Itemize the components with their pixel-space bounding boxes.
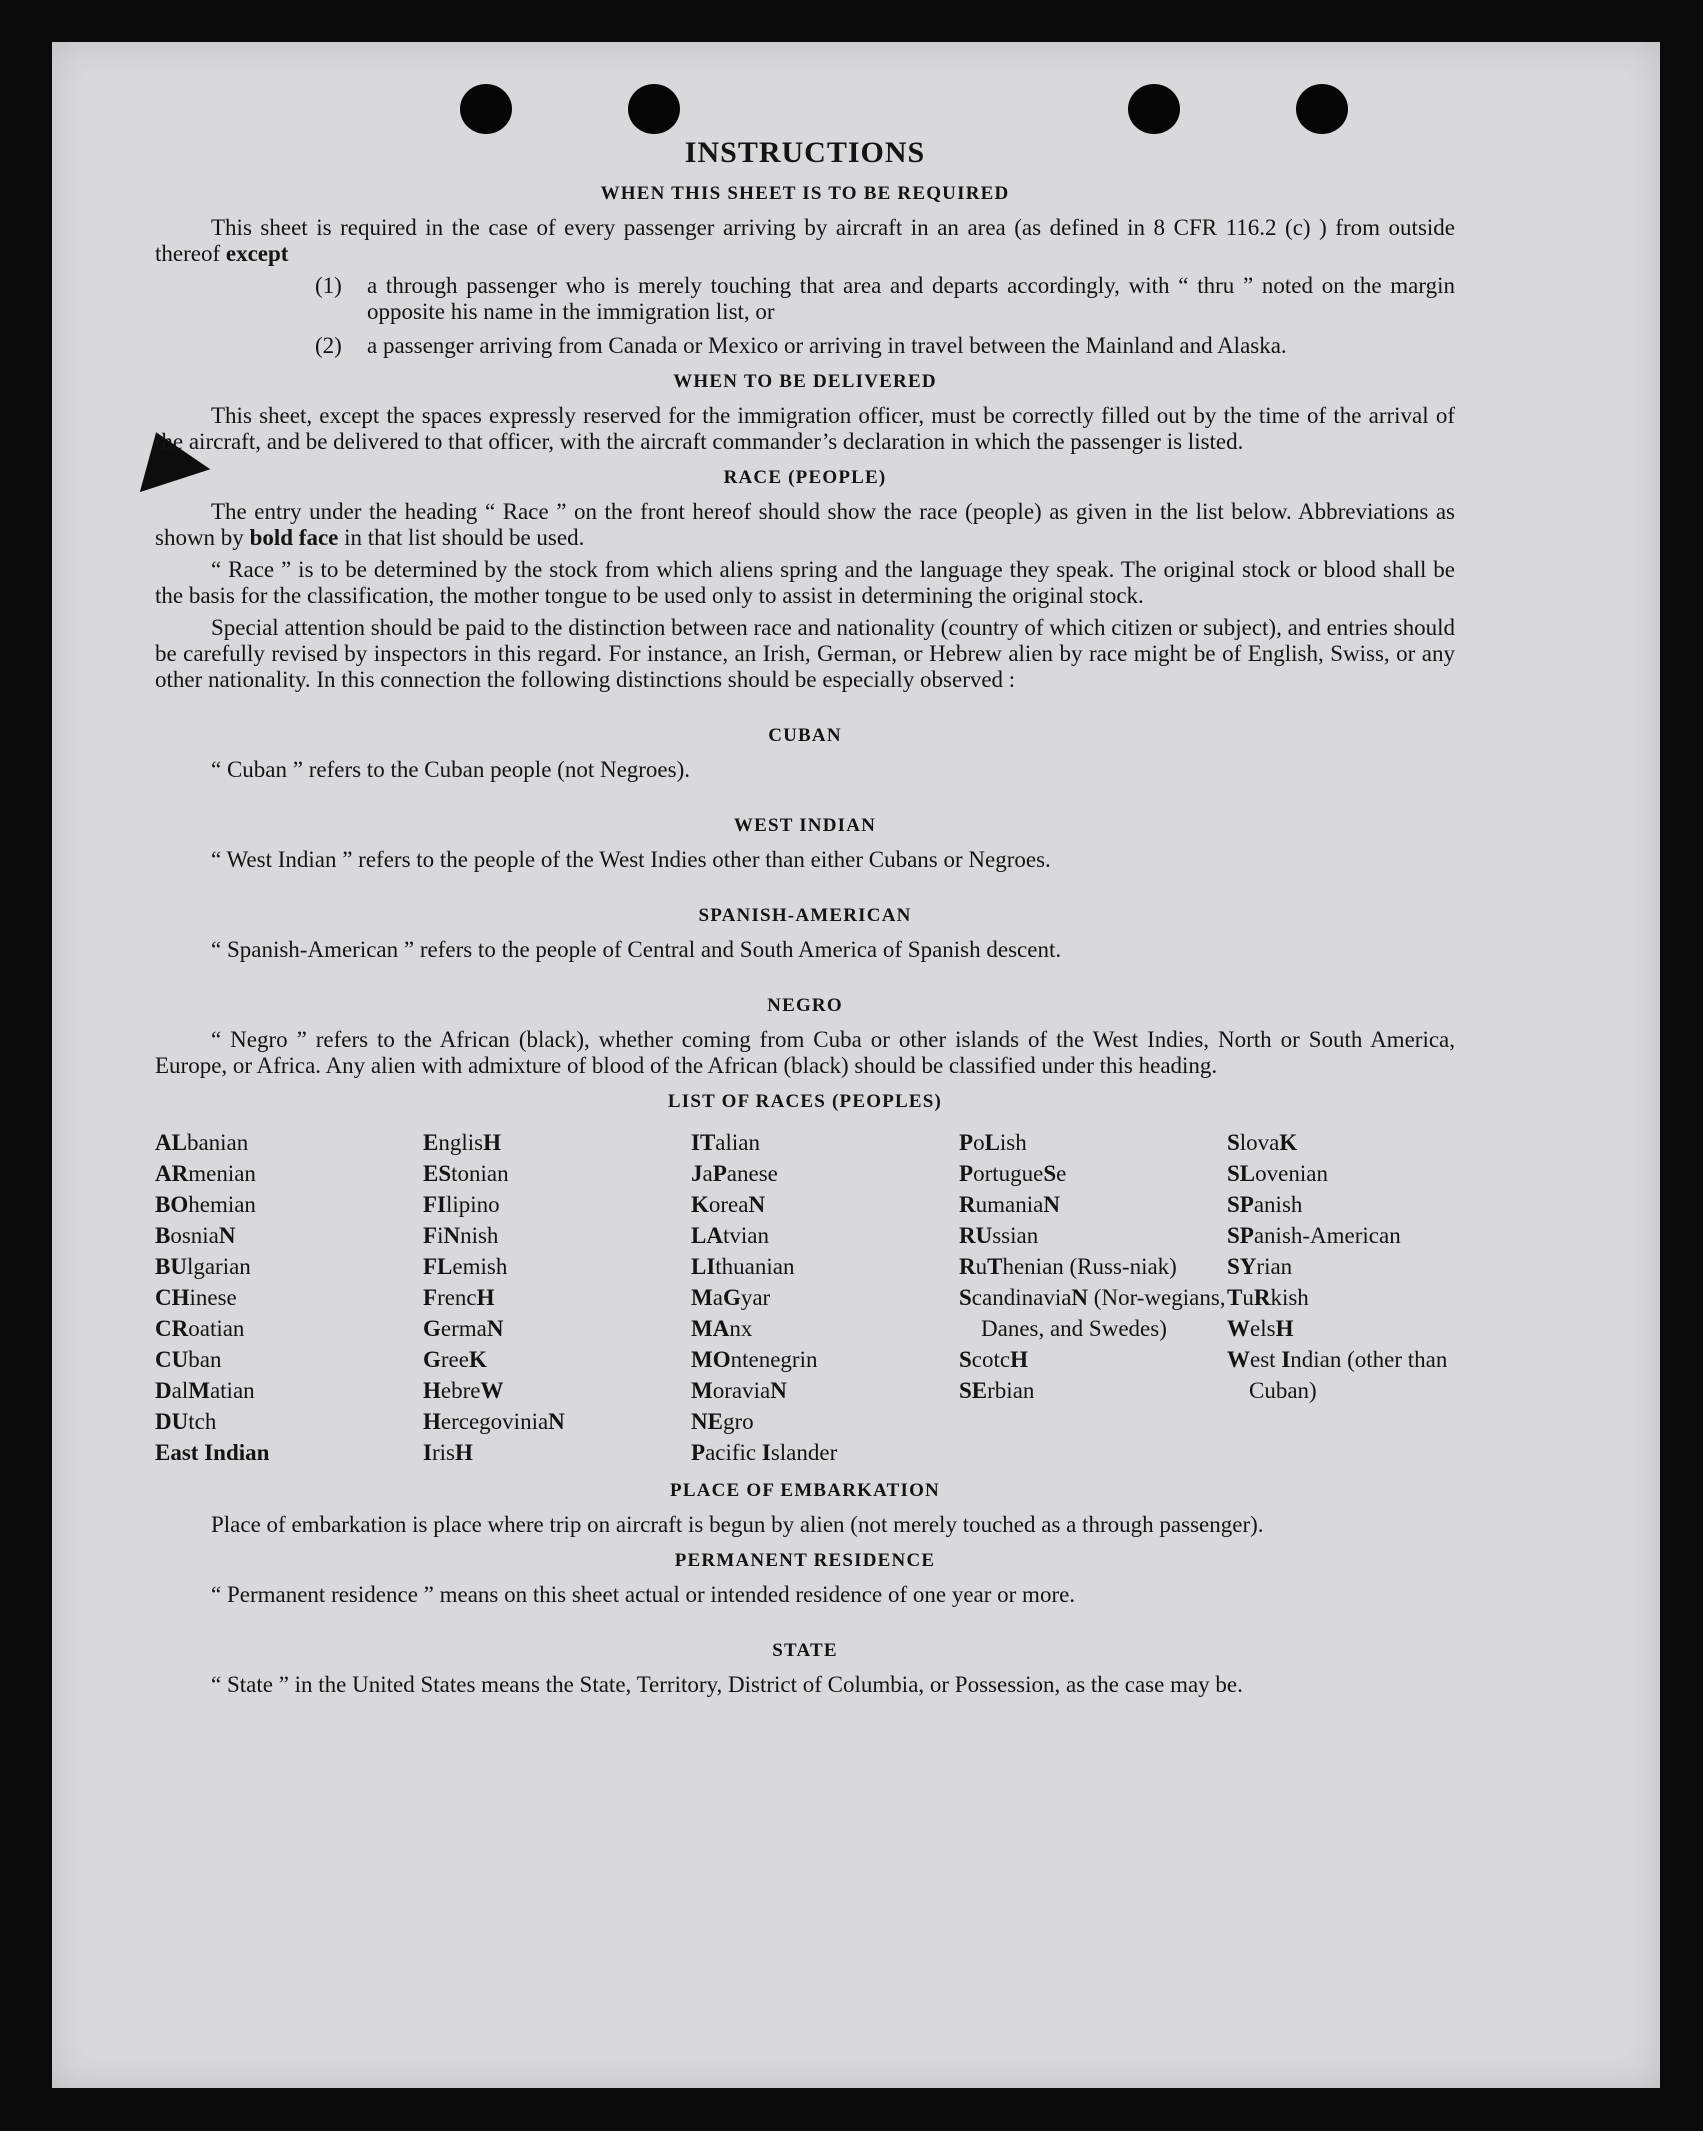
race-entry xyxy=(691,1313,959,1344)
race-abbrev: N xyxy=(1071,1285,1089,1310)
race-abbrev: S xyxy=(959,1285,972,1310)
race-entry xyxy=(959,1375,1227,1406)
race-text: e xyxy=(1056,1161,1067,1186)
race-entry xyxy=(155,1189,423,1220)
race-entry xyxy=(691,1375,959,1406)
race-entry xyxy=(423,1251,691,1282)
race-entry xyxy=(691,1406,959,1437)
when-required-intro xyxy=(155,215,1455,267)
race-text: els xyxy=(1250,1316,1276,1341)
races-column xyxy=(1227,1127,1455,1468)
race-abbrev: AR xyxy=(155,1161,189,1186)
punch-hole xyxy=(628,84,680,134)
exception-number: (2) xyxy=(315,333,342,358)
race-text: (Nor-wegians, Danes, and Swedes) xyxy=(981,1285,1226,1341)
punch-hole xyxy=(1296,84,1348,134)
race-text: alian xyxy=(715,1130,760,1155)
race-entry xyxy=(155,1437,423,1468)
race-entry xyxy=(423,1313,691,1344)
race-text: cotc xyxy=(971,1347,1011,1372)
race-abbrev: FI xyxy=(423,1192,446,1217)
race-text: rbian xyxy=(987,1378,1035,1403)
race-abbrev: N xyxy=(486,1316,504,1341)
spanish-american-heading: SPANISH-AMERICAN xyxy=(698,905,912,926)
race-text: ntenegrin xyxy=(730,1347,818,1372)
race-heading: RACE (PEOPLE) xyxy=(723,467,887,488)
race-text: est xyxy=(1250,1347,1282,1372)
race-entry xyxy=(691,1127,959,1158)
race-text: umania xyxy=(975,1192,1044,1217)
race-text: tvian xyxy=(722,1223,769,1248)
exception-text: a through passenger who is merely touching that area and departs accordingly, with “ thru ” noted on the margin opposite his name in the immigration list, or xyxy=(367,273,1455,324)
race-abbrev: N xyxy=(218,1223,236,1248)
race-abbrev: H xyxy=(1275,1316,1294,1341)
race-abbrev: N xyxy=(1043,1192,1060,1217)
race-text: u xyxy=(975,1254,988,1279)
race-abbrev: B xyxy=(155,1223,171,1248)
race-text: a xyxy=(712,1285,723,1310)
race-abbrev: H xyxy=(423,1378,441,1403)
race-entry xyxy=(1227,1344,1455,1406)
race-text: nglis xyxy=(438,1130,484,1155)
race-entry xyxy=(959,1344,1227,1375)
race-entry xyxy=(959,1189,1227,1220)
race-text: nish xyxy=(460,1223,499,1248)
race-text: ortugue xyxy=(973,1161,1044,1186)
race-abbrev: H xyxy=(476,1285,495,1310)
race-text: oatian xyxy=(188,1316,245,1341)
exception-item xyxy=(155,273,1455,325)
race-text: henian (Russ-niak) xyxy=(1002,1254,1177,1279)
race-entry xyxy=(1227,1251,1455,1282)
race-abbrev: AL xyxy=(155,1130,187,1155)
race-entry xyxy=(1227,1313,1455,1344)
race-abbrev: F xyxy=(423,1285,438,1310)
races-list xyxy=(155,1127,1455,1468)
race-abbrev: R xyxy=(959,1192,976,1217)
exception-number: (1) xyxy=(315,273,342,298)
race-abbrev: M xyxy=(691,1378,713,1403)
race-entry xyxy=(1227,1220,1455,1251)
race-abbrev: CH xyxy=(155,1285,190,1310)
state-text: “ State ” in the United States means the State, Territory, District of Columbia, or Possession, as the case may be. xyxy=(211,1672,1243,1697)
race-text: atian xyxy=(209,1378,255,1403)
race-abbrev: J xyxy=(691,1161,703,1186)
spanish-american-text: “ Spanish-American ” refers to the people of Central and South America of Spanish descent. xyxy=(211,937,1062,962)
races-column xyxy=(423,1127,691,1468)
race-abbrev: P xyxy=(959,1161,974,1186)
instructions-content xyxy=(155,135,1455,1704)
race-paragraph-3: Special attention should be paid to the distinction between race and nationality (country of which citizen or subject), and entries should be carefully revised by inspectors in this regard. For instance, an Irish, German, or Hebrew alien by race might be of English, Swiss, or any other nationality. In this connection the following distinctions should be especially observed : xyxy=(155,615,1455,692)
race-entry xyxy=(959,1158,1227,1189)
race-abbrev: BO xyxy=(155,1192,189,1217)
race-entry xyxy=(155,1127,423,1158)
race-abbrev: SL xyxy=(1227,1161,1256,1186)
race-abbrev: W xyxy=(1227,1316,1250,1341)
race-abbrev: F xyxy=(423,1223,438,1248)
race-abbrev: NE xyxy=(691,1409,723,1434)
negro-text: “ Negro ” refers to the African (black), whether coming from Cuba or other islands of the West Indies, North or South America, Europe, or Africa. Any alien with admixture of blood of the African (black) should be classified under this heading. xyxy=(155,1027,1455,1078)
race-text: slander xyxy=(770,1440,838,1465)
when-delivered-heading: WHEN TO BE DELIVERED xyxy=(673,371,937,392)
race-entry xyxy=(691,1158,959,1189)
race-abbrev: LA xyxy=(691,1223,723,1248)
residence-heading: PERMANENT RESIDENCE xyxy=(674,1550,936,1571)
race-paragraph-1 xyxy=(155,499,1455,551)
race-text: inese xyxy=(189,1285,237,1310)
race-text: ban xyxy=(188,1347,222,1372)
race-text: thuanian xyxy=(715,1254,795,1279)
race-entry xyxy=(691,1344,959,1375)
race-abbrev: IT xyxy=(691,1130,716,1155)
race-entry xyxy=(155,1158,423,1189)
cuban-text: “ Cuban ” refers to the Cuban people (not Negroes). xyxy=(211,757,691,782)
race-text: banian xyxy=(186,1130,249,1155)
race-abbrev: East Indian xyxy=(155,1440,270,1465)
exception-item xyxy=(155,333,1455,359)
race-abbrev: T xyxy=(987,1254,1003,1279)
punch-hole xyxy=(460,84,512,134)
except-word: except xyxy=(225,241,289,266)
race-entry xyxy=(423,1127,691,1158)
exception-text: a passenger arriving from Canada or Mexico or arriving in travel between the Mainland and Alaska. xyxy=(367,333,1287,358)
list-of-races-heading: LIST OF RACES (PEOPLES) xyxy=(667,1091,943,1112)
race-text: al xyxy=(171,1378,189,1403)
race-entry xyxy=(423,1220,691,1251)
race-abbrev: P xyxy=(712,1161,727,1186)
race-abbrev: LI xyxy=(691,1254,716,1279)
race-text: u xyxy=(1242,1285,1254,1310)
race-text: anish-American xyxy=(1253,1223,1401,1248)
when-delivered-text: This sheet, except the spaces expressly reserved for the immigration officer, must be correctly filled out by the time of the arrival of the aircraft, and be delivered to that officer, with the aircraft commander’s declaration in which the passenger is listed. xyxy=(155,403,1455,454)
state-heading: STATE xyxy=(772,1640,838,1661)
race-text: i xyxy=(437,1223,444,1248)
race-entry xyxy=(423,1282,691,1313)
race-entry xyxy=(1227,1127,1455,1158)
race-text: ercegovinia xyxy=(440,1409,549,1434)
race-text: ree xyxy=(440,1347,469,1372)
race-text: lgarian xyxy=(186,1254,251,1279)
race-abbrev: G xyxy=(423,1347,441,1372)
race-entry xyxy=(155,1282,423,1313)
race-abbrev: K xyxy=(1279,1130,1298,1155)
race-abbrev: DU xyxy=(155,1409,189,1434)
race-abbrev: W xyxy=(1227,1347,1250,1372)
race-entry xyxy=(691,1282,959,1313)
race-entry xyxy=(155,1251,423,1282)
race-abbrev: H xyxy=(1010,1347,1028,1372)
race-paragraph-2: “ Race ” is to be determined by the stock from which aliens spring and the language they speak. The original stock or blood shall be the basis for the classification, the mother tongue to be used only to assist in determining the original stock. xyxy=(155,557,1455,608)
race-text: oravia xyxy=(712,1378,771,1403)
punch-hole xyxy=(1128,84,1180,134)
race-abbrev: G xyxy=(722,1285,741,1310)
race-abbrev: L xyxy=(984,1130,1000,1155)
race-abbrev: R xyxy=(1253,1285,1271,1310)
race-abbrev: S xyxy=(959,1347,972,1372)
race-entry xyxy=(1227,1189,1455,1220)
page-title: INSTRUCTIONS xyxy=(684,136,926,169)
race-entry xyxy=(423,1406,691,1437)
race-abbrev: M xyxy=(691,1285,713,1310)
race-entry xyxy=(691,1437,959,1468)
race-text: ris xyxy=(431,1440,455,1465)
race-text: a xyxy=(702,1161,713,1186)
race-text: ebre xyxy=(440,1378,481,1403)
race-abbrev: N xyxy=(748,1192,766,1217)
race-entry xyxy=(423,1189,691,1220)
race-text: ndian (other than Cuban) xyxy=(1249,1347,1448,1403)
race-abbrev: S xyxy=(1227,1130,1240,1155)
race-text: acific xyxy=(705,1440,762,1465)
race-abbrev: SP xyxy=(1227,1223,1254,1248)
race-abbrev: MA xyxy=(691,1316,730,1341)
race-entry xyxy=(691,1220,959,1251)
race-entry xyxy=(423,1158,691,1189)
race-abbrev: G xyxy=(423,1316,441,1341)
race-text: tonian xyxy=(451,1161,509,1186)
race-text: ish xyxy=(999,1130,1027,1155)
race-entry xyxy=(155,1344,423,1375)
race-text: erma xyxy=(440,1316,487,1341)
residence-text: “ Permanent residence ” means on this sheet actual or intended residence of one year or more. xyxy=(211,1582,1076,1607)
race-abbrev: N xyxy=(548,1409,565,1434)
race-entry xyxy=(959,1220,1227,1251)
race-text: osnia xyxy=(170,1223,219,1248)
embarkation-text: Place of embarkation is place where trip on aircraft is begun by alien (not merely touched as a through passenger). xyxy=(211,1512,1264,1537)
race-abbrev: K xyxy=(468,1347,487,1372)
race-abbrev: D xyxy=(155,1378,172,1403)
race-text: anese xyxy=(726,1161,778,1186)
race-text: tch xyxy=(188,1409,217,1434)
race-entry xyxy=(423,1437,691,1468)
race-abbrev: CU xyxy=(155,1347,189,1372)
race-abbrev: R xyxy=(959,1254,976,1279)
race-abbrev: N xyxy=(443,1223,461,1248)
race-entry xyxy=(423,1375,691,1406)
race-text: menian xyxy=(188,1161,256,1186)
race-entry xyxy=(423,1344,691,1375)
race-text: lova xyxy=(1239,1130,1280,1155)
race-abbrev: S xyxy=(1043,1161,1057,1186)
race-p1-b: in that list should be used. xyxy=(344,525,585,550)
race-abbrev: H xyxy=(483,1130,501,1155)
race-abbrev: CR xyxy=(155,1316,189,1341)
race-entry xyxy=(959,1282,1227,1344)
embarkation-heading: PLACE OF EMBARKATION xyxy=(670,1480,940,1501)
race-text: yar xyxy=(740,1285,771,1310)
race-abbrev: P xyxy=(691,1440,706,1465)
race-p1-bold: bold face xyxy=(249,525,339,550)
race-text: rian xyxy=(1256,1254,1293,1279)
races-column xyxy=(155,1127,423,1468)
race-text: nx xyxy=(729,1316,753,1341)
race-abbrev: T xyxy=(1227,1285,1243,1310)
race-text: emish xyxy=(452,1254,508,1279)
race-entry xyxy=(691,1189,959,1220)
race-abbrev: FL xyxy=(423,1254,453,1279)
race-text: kish xyxy=(1270,1285,1309,1310)
races-column xyxy=(691,1127,959,1468)
race-abbrev: ES xyxy=(423,1161,452,1186)
race-abbrev: E xyxy=(423,1130,439,1155)
race-entry xyxy=(959,1251,1227,1282)
race-entry xyxy=(155,1220,423,1251)
race-entry xyxy=(1227,1282,1455,1313)
race-abbrev: BU xyxy=(155,1254,187,1279)
race-text: renc xyxy=(437,1285,477,1310)
race-entry xyxy=(1227,1158,1455,1189)
cuban-heading: CUBAN xyxy=(768,725,842,746)
race-entry xyxy=(155,1375,423,1406)
race-text: ssian xyxy=(992,1223,1039,1248)
when-required-intro-text: This sheet is required in the case of every passenger arriving by aircraft in an area (as defined in 8 CFR 116.2 (c) ) from outside thereof xyxy=(155,215,1455,266)
race-text: candinavia xyxy=(971,1285,1072,1310)
negro-heading: NEGRO xyxy=(767,995,843,1016)
race-abbrev: W xyxy=(480,1378,504,1403)
race-abbrev: H xyxy=(454,1440,473,1465)
when-required-heading: WHEN THIS SHEET IS TO BE REQUIRED xyxy=(600,183,1010,204)
race-text: orea xyxy=(708,1192,749,1217)
race-abbrev: I xyxy=(761,1440,771,1465)
race-abbrev: SE xyxy=(959,1378,988,1403)
west-indian-heading: WEST INDIAN xyxy=(733,815,877,836)
race-text: gro xyxy=(722,1409,754,1434)
race-abbrev: MO xyxy=(691,1347,731,1372)
race-abbrev: RU xyxy=(959,1223,993,1248)
race-text: anish xyxy=(1253,1192,1303,1217)
west-indian-text: “ West Indian ” refers to the people of the West Indies other than either Cubans or Negroes. xyxy=(211,847,1051,872)
race-entry xyxy=(959,1127,1227,1158)
race-text: o xyxy=(973,1130,985,1155)
races-column xyxy=(959,1127,1227,1468)
race-entry xyxy=(155,1406,423,1437)
race-abbrev: I xyxy=(423,1440,432,1465)
race-abbrev: SY xyxy=(1227,1254,1257,1279)
race-abbrev: P xyxy=(959,1130,974,1155)
race-abbrev: SP xyxy=(1227,1192,1254,1217)
race-text: hemian xyxy=(188,1192,256,1217)
race-abbrev: M xyxy=(188,1378,210,1403)
race-abbrev: N xyxy=(770,1378,787,1403)
race-entry xyxy=(691,1251,959,1282)
race-abbrev: H xyxy=(423,1409,441,1434)
race-abbrev: K xyxy=(691,1192,709,1217)
race-text: lipino xyxy=(446,1192,500,1217)
race-abbrev: I xyxy=(1281,1347,1291,1372)
race-text: ovenian xyxy=(1255,1161,1328,1186)
race-entry xyxy=(155,1313,423,1344)
race-p1-a: The entry under the heading “ Race ” on the front hereof should show the race (people) as given in the list below. Abbreviations as shown by xyxy=(155,499,1455,550)
